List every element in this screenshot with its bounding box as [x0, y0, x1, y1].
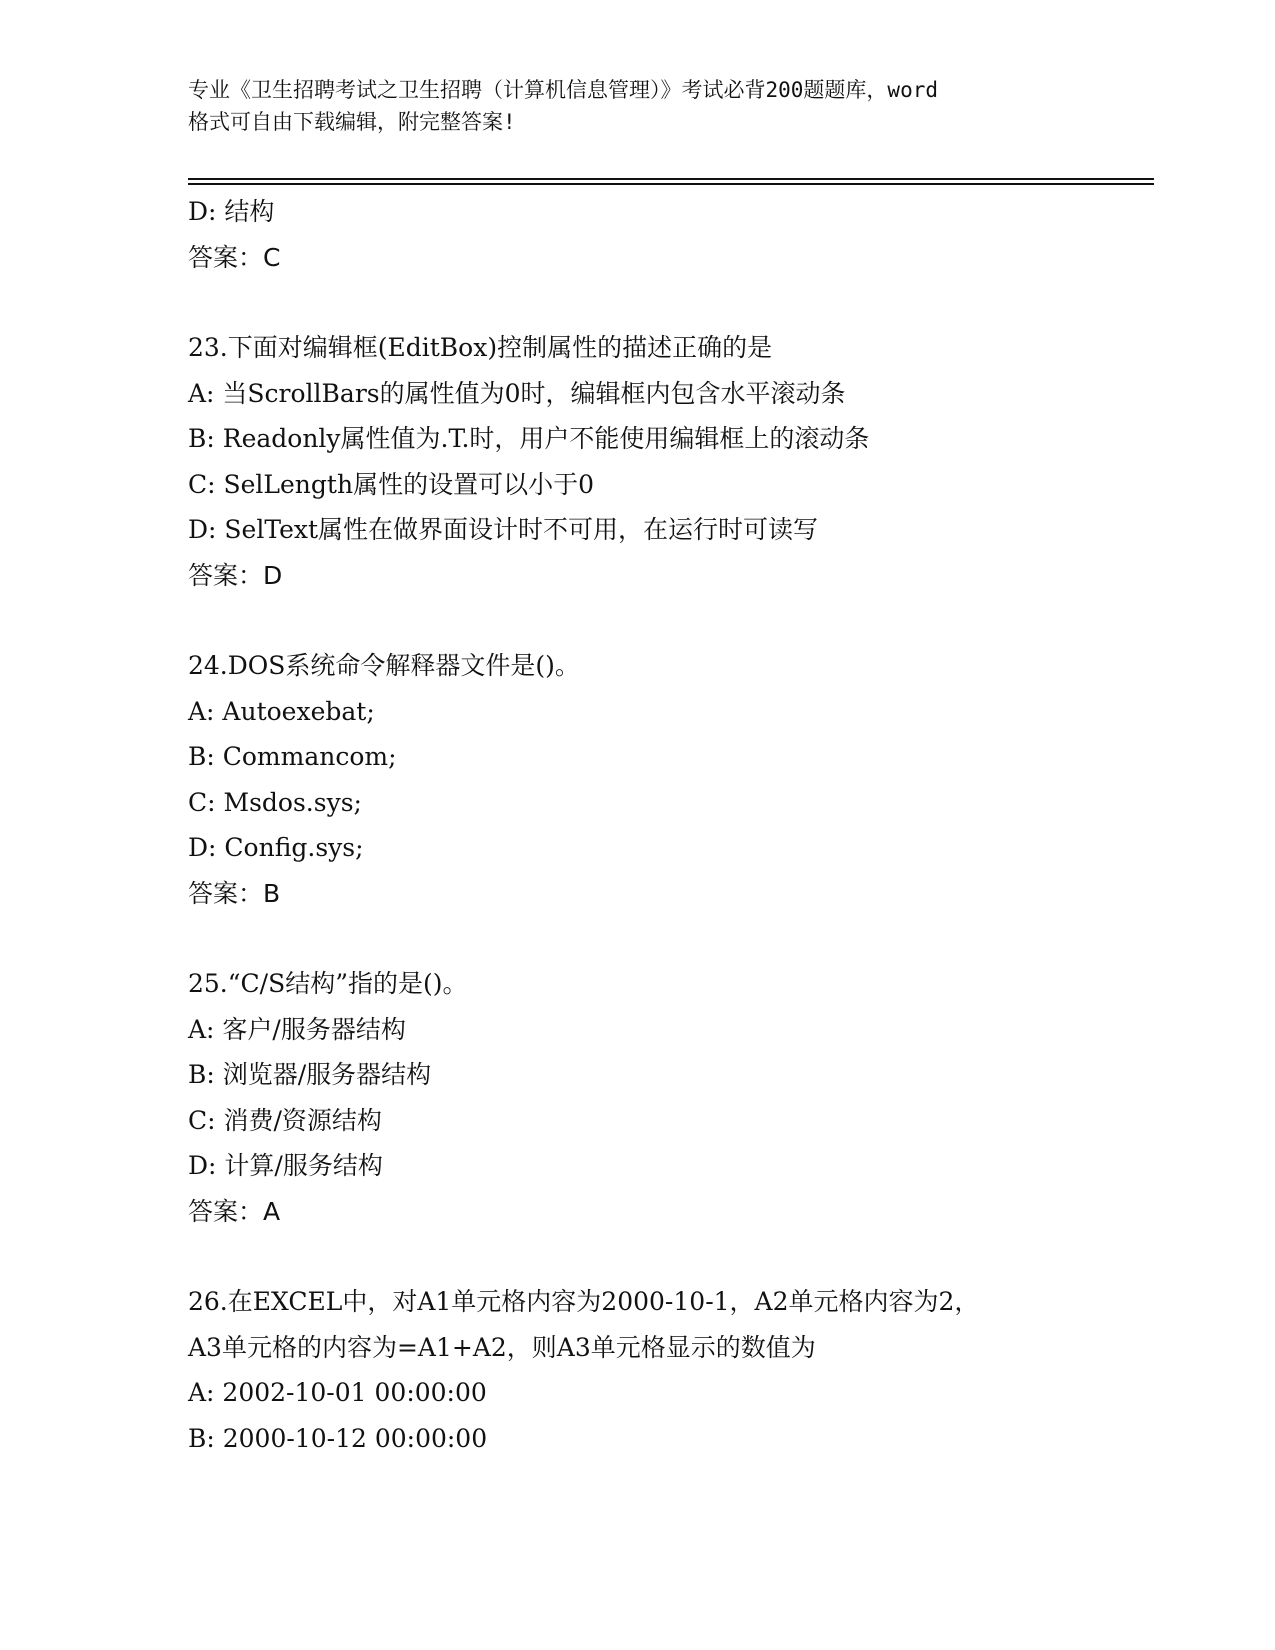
question-22-answer: 答案：C [188, 242, 281, 272]
spacer [188, 916, 1148, 961]
header-rule-top [188, 178, 1154, 180]
question-stem: 23.下面对编辑框(EditBox)控制属性的描述正确的是 [188, 333, 773, 362]
question-23 [188, 325, 1148, 598]
spacer [188, 1234, 1148, 1279]
question-22-option-d: D: 结构 [188, 197, 275, 226]
option-d: D: 计算/服务结构 [188, 1151, 383, 1180]
option-b: B: Commancom; [188, 742, 397, 771]
option-c: C: SelLength属性的设置可以小于0 [188, 469, 594, 499]
header-rule-bottom [188, 183, 1154, 185]
option-b: B: 浏览器/服务器结构 [188, 1060, 432, 1089]
option-d: D: Config.sys; [188, 833, 364, 862]
option-b: B: 2000-10-12 00:00:00 [188, 1423, 488, 1453]
option-b: B: Readonly属性值为.T.时，用户不能使用编辑框上的滚动条 [188, 424, 870, 453]
spacer [188, 280, 1148, 325]
spacer [188, 598, 1148, 643]
question-26 [188, 1279, 1148, 1461]
question-stem: 25.“C/S结构”指的是()。 [188, 969, 468, 998]
answer: 答案：D [188, 560, 283, 590]
document-body [188, 189, 1148, 1461]
page-header [188, 74, 1088, 138]
option-a: A: 当ScrollBars的属性值为0时，编辑框内包含水平滚动条 [188, 378, 846, 408]
header-line-2: 格式可自由下载编辑，附完整答案! [188, 110, 516, 134]
option-c: C: Msdos.sys; [188, 787, 362, 817]
option-a: A: 2002-10-01 00:00:00 [188, 1378, 487, 1407]
question-stem-line-1: 26.在EXCEL中，对A1单元格内容为2000-10-1，A2单元格内容为2， [188, 1287, 980, 1316]
question-25 [188, 961, 1148, 1234]
option-a: A: 客户/服务器结构 [188, 1014, 406, 1044]
option-a: A: Autoexebat; [188, 696, 375, 726]
answer: 答案：A [188, 1196, 281, 1226]
header-line-1: 专业《卫生招聘考试之卫生招聘（计算机信息管理）》考试必背200题题库，word [188, 78, 938, 102]
question-stem: 24.DOS系统命令解释器文件是()。 [188, 651, 580, 680]
option-c: C: 消费/资源结构 [188, 1105, 382, 1135]
question-24 [188, 643, 1148, 916]
question-stem-line-2: A3单元格的内容为=A1+A2，则A3单元格显示的数值为 [188, 1332, 816, 1362]
answer: 答案：B [188, 878, 281, 908]
option-d: D: SelText属性在做界面设计时不可用，在运行时可读写 [188, 515, 819, 544]
